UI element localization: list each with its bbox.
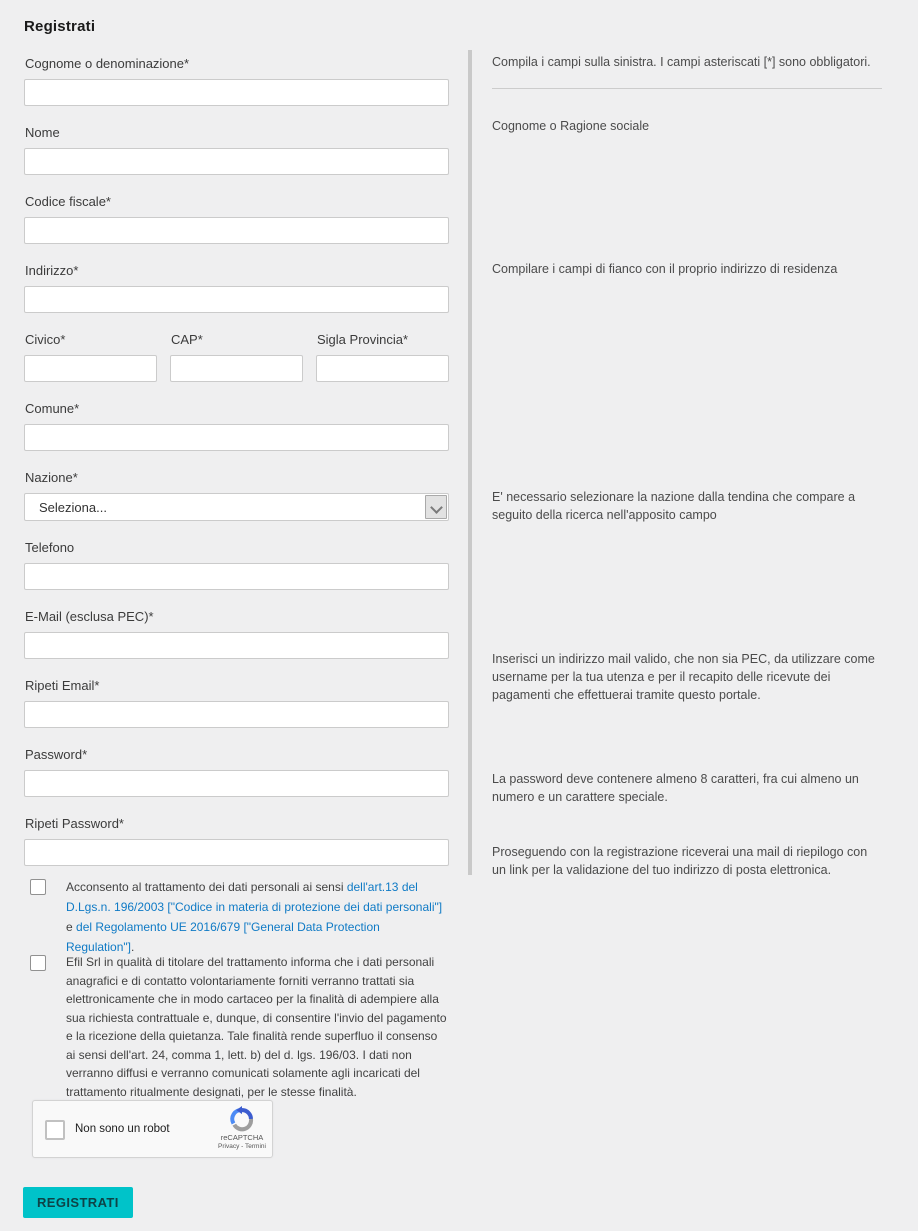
recaptcha-brand-text: reCAPTCHA (220, 1133, 264, 1142)
field-group-telefono (24, 540, 449, 590)
field-group-email (24, 609, 449, 659)
gdpr-regulation-link[interactable]: del Regolamento UE 2016/679 ["General Data Protection Regulation"] (66, 920, 380, 954)
field-group-indirizzo (24, 263, 449, 313)
treatment-consent-row (30, 953, 450, 1101)
help-note-nazione: E' necessario selezionare la nazione dalla tendina che compare a seguito della ricerca nell'apposito campo (492, 490, 856, 522)
email-input[interactable] (24, 632, 449, 659)
recaptcha-widget (32, 1100, 273, 1158)
ripeti-email-label: Ripeti Email* (25, 678, 100, 693)
indirizzo-input[interactable] (24, 286, 449, 313)
nazione-label: Nazione* (25, 470, 78, 485)
sigla-provincia-label: Sigla Provincia* (317, 332, 409, 347)
privacy-consent-checkbox[interactable] (30, 879, 46, 895)
password-input[interactable] (24, 770, 449, 797)
registration-form (24, 56, 449, 885)
nome-label: Nome (25, 125, 60, 140)
nazione-selected-value: Seleziona... (39, 500, 107, 515)
recaptcha-branding (217, 1106, 267, 1150)
help-note-password: La password deve contenere almeno 8 caratteri, fra cui almeno un numero e un carattere speciale. (492, 772, 859, 804)
indirizzo-label: Indirizzo* (25, 263, 79, 278)
recaptcha-privacy-terms-links[interactable]: Privacy - Termini (218, 1143, 266, 1150)
email-label: E-Mail (esclusa PEC)* (25, 609, 154, 624)
registrati-button[interactable]: REGISTRATI (23, 1187, 133, 1218)
treatment-consent-checkbox[interactable] (30, 955, 46, 971)
help-note-registrazione: Proseguendo con la registrazione riceverai una mail di riepilogo con un link per la validazione del tuo indirizzo di posta elettronica. (492, 845, 868, 877)
field-group-cap (170, 332, 303, 382)
telefono-input[interactable] (24, 563, 449, 590)
civico-input[interactable] (24, 355, 157, 382)
field-group-nome (24, 125, 449, 175)
field-group-comune (24, 401, 449, 451)
field-group-codice-fiscale (24, 194, 449, 244)
help-divider-line (492, 88, 882, 89)
cap-input[interactable] (170, 355, 303, 382)
privacy-consent-row (30, 877, 450, 957)
field-group-address-row (24, 332, 449, 382)
ripeti-password-label: Ripeti Password* (25, 816, 124, 831)
recaptcha-label: Non sono un robot (75, 1123, 170, 1135)
help-note-email: Inserisci un indirizzo mail valido, che non sia PEC, da utilizzare come username per la tua utenza e per il recapito delle ricevute dei pagamenti che effettuerai tramite questo portale. (492, 652, 875, 702)
codice-fiscale-label: Codice fiscale* (25, 194, 111, 209)
ripeti-email-input[interactable] (24, 701, 449, 728)
privacy-consent-text-mid: e (66, 920, 77, 934)
dlgs-196-2003-link[interactable]: dell'art.13 del D.Lgs.n. 196/2003 ["Codice in materia di protezione dei dati personali"] (66, 880, 443, 914)
telefono-label: Telefono (25, 540, 75, 555)
field-group-password (24, 747, 449, 797)
comune-label: Comune* (25, 401, 80, 416)
field-group-civico (24, 332, 157, 382)
field-group-ripeti-email (24, 678, 449, 728)
privacy-consent-text (66, 877, 450, 957)
field-group-nazione (24, 470, 449, 521)
treatment-consent-text: Efil Srl in qualità di titolare del trattamento informa che i dati personali anagrafici e di contatto volontariamente forniti verranno trattati sia elettronicamente che in modo cartaceo per la finalità di adempiere alla sua richiesta contrattuale e, dunque, di consentire l'invio del pagamento e la ricezione della quietanza. Tale finalità rende superfluo il consenso ai sensi dell'art. 24, comma 1, lett. b) del d. lgs. 196/03. I dati non verranno diffusi e verranno comunicati solamente agli incaricati del trattamento ritualmente designati, per le stesse finalità. (66, 955, 447, 1099)
sigla-provincia-input[interactable] (316, 355, 449, 382)
nome-input[interactable] (24, 148, 449, 175)
privacy-consent-text-pre: Acconsento al trattamento dei dati personali ai sensi (66, 880, 347, 894)
privacy-consent-text-post: . (130, 940, 135, 954)
recaptcha-checkbox[interactable] (45, 1120, 65, 1140)
chevron-down-icon[interactable] (425, 495, 447, 519)
help-note-indirizzo: Compilare i campi di fianco con il proprio indirizzo di residenza (492, 262, 838, 276)
cognome-label: Cognome o denominazione* (25, 56, 190, 71)
page-title: Registrati (24, 18, 96, 36)
ripeti-password-input[interactable] (24, 839, 449, 866)
field-group-cognome (24, 56, 449, 106)
cognome-input[interactable] (24, 79, 449, 106)
password-label: Password* (25, 747, 88, 762)
comune-input[interactable] (24, 424, 449, 451)
help-intro-text: Compila i campi sulla sinistra. I campi asteriscati [*] sono obbligatori. (492, 55, 871, 69)
civico-label: Civico* (25, 332, 66, 347)
codice-fiscale-input[interactable] (24, 217, 449, 244)
nazione-select[interactable] (24, 493, 449, 521)
field-group-ripeti-password (24, 816, 449, 866)
cap-label: CAP* (171, 332, 203, 347)
help-note-cognome: Cognome o Ragione sociale (492, 119, 650, 133)
recaptcha-logo-icon (229, 1106, 255, 1132)
column-divider (468, 50, 472, 875)
field-group-sigla-provincia (316, 332, 449, 382)
